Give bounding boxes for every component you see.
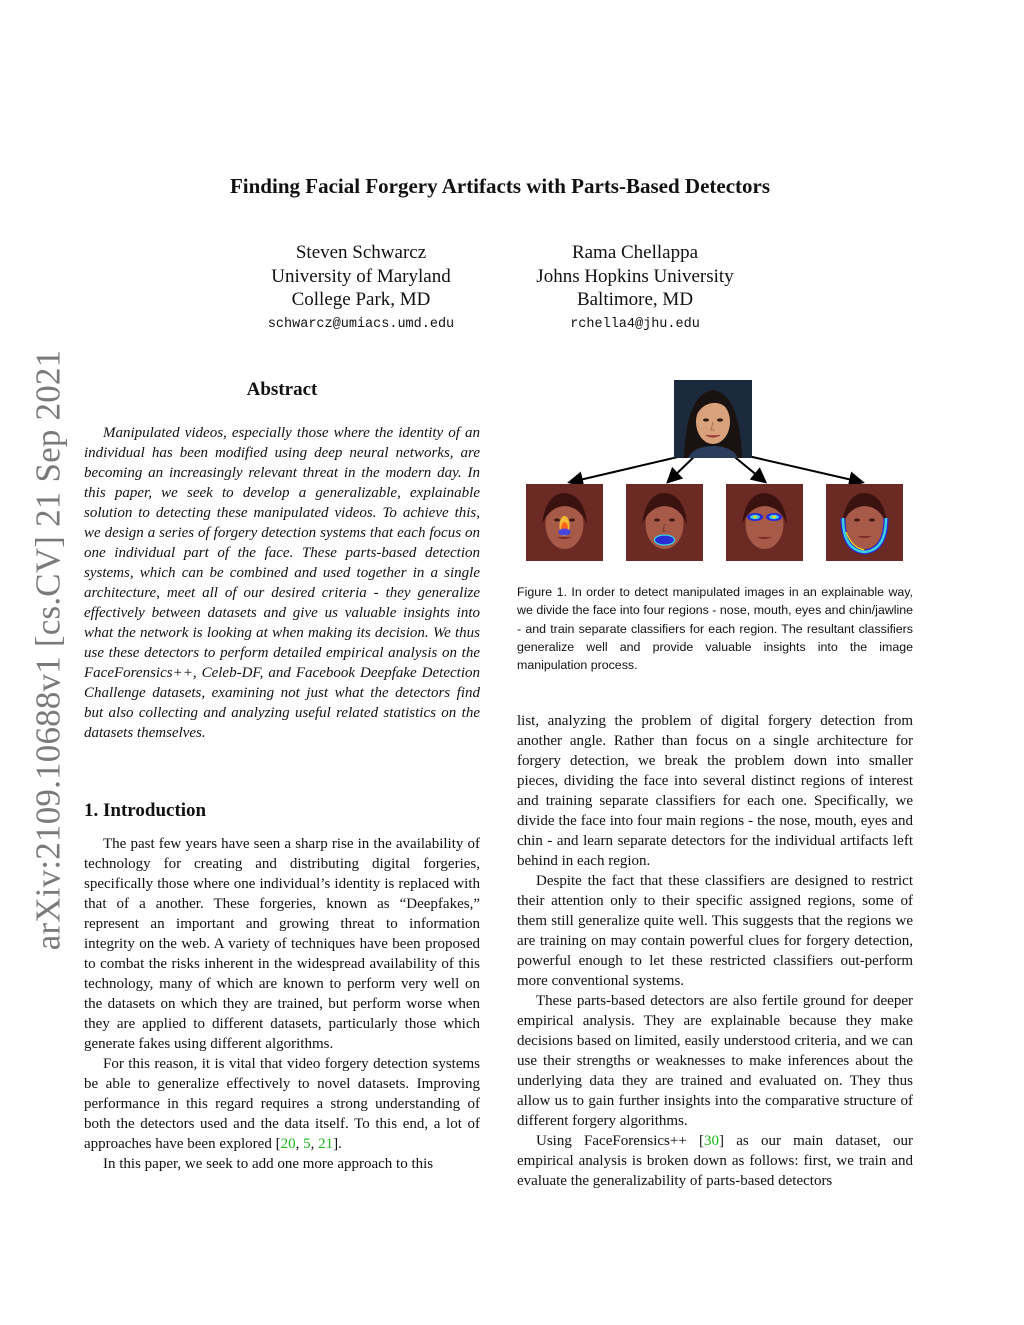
nose-region-image — [526, 484, 603, 561]
author-name: Steven Schwarcz — [295, 242, 427, 263]
intro-paragraph-3: In this paper, we seek to add one more approach to this — [103, 1156, 434, 1172]
author-location: College Park, MD — [291, 289, 431, 310]
right-paragraph-4: Using FaceForensics++ [30] as our main dataset, our empirical analysis is broken down as follows: first, we train and evaluate the generalizability of parts-based detectors — [517, 1133, 914, 1189]
citation-link[interactable]: 5 — [303, 1136, 311, 1152]
figure-1-caption: Figure 1. In order to detect manipulated images in an explainable way, we divide the face into four regions - nose, mouth, eyes and chin/jawline - and train separate classifiers for each region. The resultant classifiers generalize well and provide valuable insights into the image manipulation process. — [517, 585, 913, 673]
intro-heading: 1. Introduction — [84, 800, 207, 821]
eyes-region-image — [726, 484, 803, 561]
author-email: rchella4@jhu.edu — [570, 316, 700, 332]
right-paragraph-2: Despite the fact that these classifiers are designed to restrict their attention only to their specific assigned regions, some of them still generalize quite well. This suggests that the regions we are training on may contain powerful clues for forgery detection, powerful enough to let these restricted classifiers out-perform more conventional systems. — [517, 873, 913, 989]
abstract-heading: Abstract — [246, 379, 318, 400]
chin-jawline-region-image — [826, 484, 903, 561]
intro-paragraph-2: For this reason, it is vital that video forgery detection systems be able to generalize effectively to novel datasets. Improving performance in this regard requires a strong understanding of both the detectors used and the data itself. To this end, a lot of approaches have been explored [20, 5, 21]. — [84, 1056, 480, 1152]
right-paragraph-3: These parts-based detectors are also fertile ground for deeper empirical analysis. They are explainable because they make decisions based on limited, easily understood criteria, and we can use their strengths or weaknesses to make inferences about the underlying data they are trained and evaluated on. They thus allow us to gain further insights into the comparative structure of different forgery algorithms. — [517, 993, 913, 1129]
arxiv-identifier: arXiv:2109.10688v1 [cs.CV] 21 Sep 2021 — [28, 349, 68, 951]
citation-link[interactable]: 30 — [704, 1133, 720, 1149]
author-block-1 — [211, 241, 511, 332]
source-face-image — [674, 380, 752, 458]
author-affiliation: University of Maryland — [271, 265, 451, 287]
intro-paragraph-1: The past few years have seen a sharp rise in the availability of technology for creating and distributing digital forgeries, specifically those where one individual’s identity is replaced with that of a another. These forgeries, known as “Deepfakes,” represent an important and growing threat to information integrity on the web. A variety of techniques have been proposed to combat the risks inherent in the widespread availability of this technology, many of which are known to perform very well on the datasets on which they are trained, but perform worse when they are applied to different datasets, particularly those which generate fakes using different algorithms. — [84, 836, 480, 1052]
author-block-2 — [485, 241, 785, 332]
right-paragraph-1: list, analyzing the problem of digital forgery detection from another angle. Rather than focus on a single architecture for forgery detection, we break the problem down into smaller pieces, dividing the face into several distinct regions of interest and training separate classifiers for each one. Specifically, we divide the face into four main regions - the nose, mouth, eyes and chin - and learn separate detectors for the individual artifacts left behind in each region. — [517, 713, 913, 869]
figure-1 — [517, 378, 913, 568]
abstract-body — [84, 423, 480, 743]
author-location: Baltimore, MD — [576, 289, 694, 310]
citation-link[interactable]: 20 — [280, 1136, 296, 1152]
citation-link[interactable]: 21 — [318, 1136, 334, 1152]
intro-body — [84, 834, 480, 1174]
abstract-text: Manipulated videos, especially those where the identity of an individual has been modified using deep neural networks, are becoming an increasingly relevant threat in the modern day. In this paper, we seek to develop a generalizable, explainable solution to detecting these manipulated videos. To achieve this, we design a series of forgery detection systems that each focus on one individual part of the face. These parts-based detection systems, which can be combined and used together in a single architecture, meet all of our desired criteria - they generalize effectively between datasets and give us valuable insights into what the network is looking at when making its decision. We thus use these detectors to perform detailed empirical analysis on the FaceForensics++, Celeb-DF, and Facebook Deepfake Detection Challenge datasets, examining not just what the detectors find but also collecting and analyzing useful related statistics on the datasets themselves. — [84, 425, 480, 741]
right-column-body — [517, 711, 913, 1191]
mouth-region-image — [626, 484, 703, 561]
author-email: schwarcz@umiacs.umd.edu — [267, 316, 455, 332]
author-affiliation: Johns Hopkins University — [536, 265, 734, 287]
author-name: Rama Chellappa — [571, 242, 699, 263]
paper-title: Finding Facial Forgery Artifacts with Parts-Based Detectors — [229, 174, 771, 198]
